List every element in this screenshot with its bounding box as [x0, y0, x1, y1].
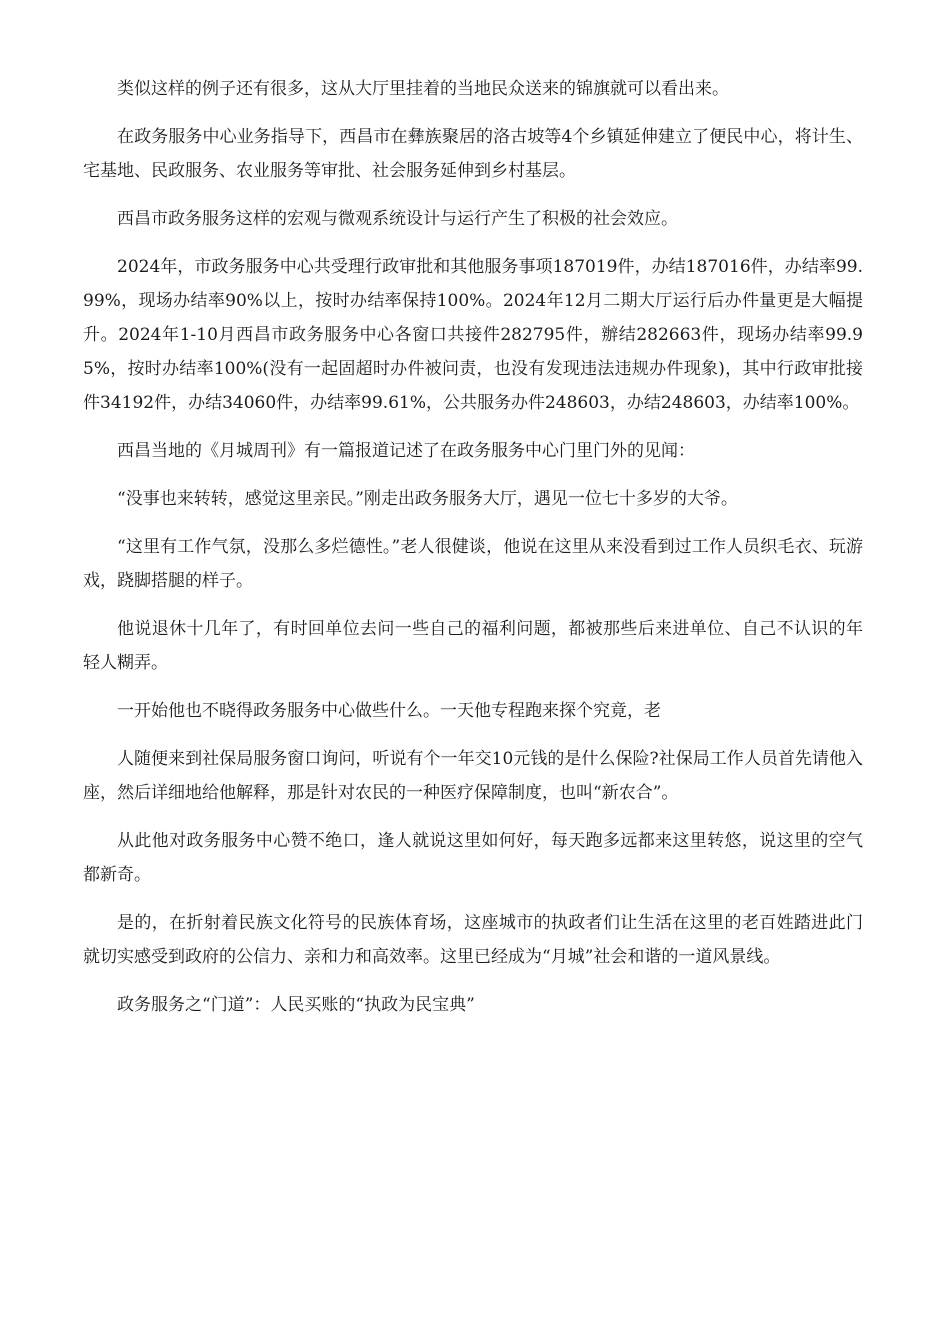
section-heading: 政务服务之“门道”：人民买账的“执政为民宝典” — [117, 995, 475, 1015]
paragraph-quote-elder: “没事也来转转，感觉这里亲民。”刚走出政务服务大厅，遇见一位七十多岁的大爷。 — [117, 489, 738, 509]
paragraph-conclusion: 是的，在折射着民族文化符号的民族体育场，这座城市的执政者们让生活在这里的老百姓踏进此门就切实感受到政府的公信力、亲和力和高效率。这里已经成为“月城”社会和谐的一道风景线。 — [83, 913, 863, 967]
paragraph-statistics: 2024年，市政务服务中心共受理行政审批和其他服务事项187019件，办结187016件，办结率99.99%，现场办结率90%以上，按时办结率保持100%。2024年12月二期大厅运行后办件量更是大幅提升。2024年1-10月西昌市政务服务中心各窗口共接件282795件，辦结282663件，现场办结率99.95%，按时办结率100%(没有一起固超时办件被问责，也没有发现违法违规办件现象)，其中行政审批接件34192件，办结34060件，办结率99.61%，公共服务办件248603，办结248603，办结率100%。 — [83, 257, 863, 413]
document-page — [83, 72, 863, 1036]
paragraph-retirement: 他说退休十几年了，有时回单位去问一些自己的福利问题，都被那些后来进单位、自己不认识的年轻人糊弄。 — [83, 619, 863, 673]
paragraph-quote-atmosphere: “这里有工作气氛，没那么多烂德性。”老人很健谈，他说在这里从来没看到过工作人员织毛衣、玩游戏，跷脚搭腿的样子。 — [83, 537, 863, 591]
paragraph-service-extension: 在政务服务中心业务指导下，西昌市在彝族聚居的洛古坡等4个乡镇延伸建立了便民中心，将计生、宅基地、民政服务、农业服务等审批、社会服务延伸到乡村基层。 — [83, 127, 863, 181]
paragraph-social-effect: 西昌市政务服务这样的宏观与微观系统设计与运行产生了积极的社会效应。 — [117, 209, 678, 229]
paragraph-praise: 从此他对政务服务中心赞不绝口，逢人就说这里如何好，每天跑多远都来这里转悠，说这里的空气都新奇。 — [83, 831, 863, 885]
paragraph-social-insurance: 人随便来到社保局服务窗口询问，听说有个一年交10元钱的是什么保险?社保局工作人员首先请他入座，然后详细地给他解释，那是针对农民的一种医疗保障制度，也叫“新农合”。 — [83, 749, 863, 803]
paragraph-weekly-report: 西昌当地的《月城周刊》有一篇报道记述了在政务服务中心门里门外的见闻： — [117, 441, 695, 461]
paragraph-first-visit: 一开始他也不晓得政务服务中心做些什么。一天他专程跑来探个究竟，老 — [117, 701, 661, 721]
paragraph-banners: 类似这样的例子还有很多，这从大厅里挂着的当地民众送来的锦旗就可以看出来。 — [117, 79, 729, 99]
